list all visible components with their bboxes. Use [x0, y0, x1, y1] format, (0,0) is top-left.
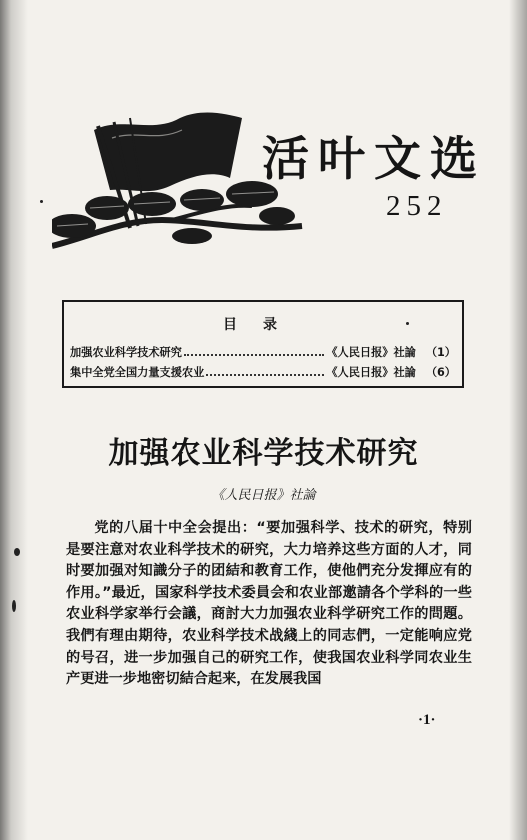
- toc-entry-title: 加强农业科学技术研究: [70, 346, 182, 359]
- article-paragraph: 党的八届十中全会提出：“要加强科学、技术的研究，特别是要注意对农业科学技术的研究，大力培养这些方面的人才，同时要加强对知識分子的团結和教育工作，使他們充分发揮应有的作用。”最近，国家科学技术委員会和农业部邀請各个学科的一些农业科学家举行会議，商討大力加强农业科学研究工作的問題。我們有理由期待，农业科学技术战綫上的同志們，一定能响应党的号召，进一步加强自己的研究工作，使我国农业科学同农业生产更进一步地密切結合起来，在发展我国: [66, 520, 472, 688]
- scan-speck: [12, 600, 16, 612]
- scan-speck: [14, 548, 20, 556]
- issue-number: 252: [386, 190, 448, 222]
- article-title: 加强农业科学技术研究: [108, 436, 419, 471]
- toc-entry-source: 《人民日报》社論: [326, 366, 416, 379]
- toc-entry-source: 《人民日报》社論: [326, 346, 416, 359]
- toc-leader: [206, 374, 324, 376]
- article-byline: 《人民日报》社論: [211, 488, 316, 503]
- toc-entry[interactable]: [70, 344, 456, 362]
- toc-entry[interactable]: [70, 364, 456, 382]
- toc-entry-page: （6）: [425, 366, 456, 379]
- scan-edge-left: [0, 0, 28, 840]
- table-of-contents: [62, 300, 464, 388]
- toc-entry-title: 集中全党全国力量支援农业: [70, 366, 205, 379]
- series-title: 活叶文选: [262, 132, 486, 187]
- toc-entry-page: （1）: [425, 346, 456, 359]
- toc-leader: [184, 354, 324, 356]
- page-number: ·1·: [418, 712, 436, 728]
- scan-speck: [40, 200, 43, 203]
- scan-speck: [406, 322, 409, 325]
- scan-edge-right: [509, 0, 527, 840]
- article-body: [66, 518, 472, 691]
- toc-heading: 目录: [223, 317, 303, 333]
